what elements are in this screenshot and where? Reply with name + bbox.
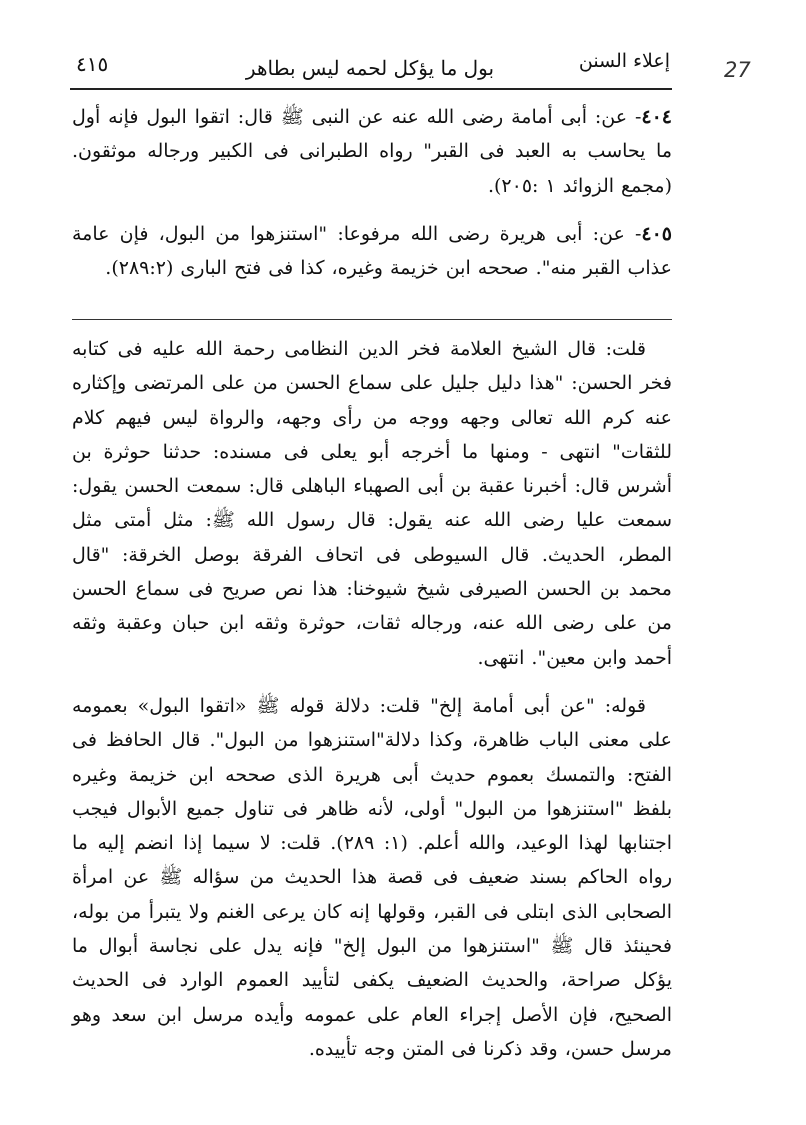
chapter-title: بول ما يؤكل لحمه ليس بطاهر [245,56,495,80]
header-divider [70,88,672,90]
commentary-paragraph: قلت: قال الشيخ العلامة فخر الدين النظامى رحمة الله عليه فى كتابه فخر الحسن: "هذا دليل جليل على سماع الحسن من على المرتضى وإكثاره عنه كرم الله تعالى وجهه ووجه من رأى وجهه، والرواة ليس فيهم كلام للثقات" انتهى - ومنها ما أخرجه أبو يعلى فى مسنده: حدثنا حوثرة بن أشرس قال: أخبرنا عقبة بن أبى الصهباء الباهلى قال: سمعت الحسن يقول: سمعت عليا رضى الله عنه يقول: قال رسول الله ﷺ: مثل أمتى مثل المطر، الحديث. قال السيوطى فى اتحاف الفرقة بوصل الخرقة: "قال محمد بن الحسن الصيرفى شيخ شيوخنا: هذا نص صريح فى سماع الحسن من على رضى الله عنه، ورجاله ثقات، حوثرة وثقه ابن حبان وعقبة وثقه أحمد وابن معين". انتهى. [72,338,672,669]
hadith-text: - عن: أبى هريرة رضى الله مرفوعا: "استنزهوا من البول، فإن عامة عذاب القبر منه". صححه ابن خزيمة وغيره، كذا فى فتح البارى (٢٨٩:٢). [72,222,672,280]
hadith-number: ٤٠٥ [641,222,672,245]
book-title: إعلاء السنن [578,50,670,72]
hadith-number: ٤٠٤ [641,106,672,128]
hadith-404 [72,100,672,203]
page-header [70,46,670,86]
hadith-405 [72,217,672,286]
margin-annotation: 27 [724,58,751,82]
commentary-paragraph: قوله: "عن أبى أمامة إلخ" قلت: دلالة قوله ﷺ «اتقوا البول» بعمومه على معنى الباب ظاهرة، وكذا دلالة"استنزهوا من البول". قال الحافظ فى الفتح: والتمسك بعموم حديث أبى هريرة الذى صححه ابن خزيمة وغيره بلفظ "استنزهوا من البول" أولى، لأنه ظاهر فى تناول جميع الأبوال فيجب اجتنابها لهذا الوعيد، والله أعلم. (١: ٢٨٩). قلت: لا سيما إذا انضم إليه ما رواه الحاكم بسند ضعيف فى قصة هذا الحديث من سؤاله ﷺ عن امرأة الصحابى الذى ابتلى فى القبر، وقولها إنه كان يرعى الغنم ولا يتبرأ من بوله، فحينئذ قال ﷺ "استنزهوا من البول إلخ" فإنه يدل على نجاسة أبوال ما يؤكل صراحة، والحديث الضعيف يكفى لتأييد العموم الوارد فى الحديث الصحيح، فإن الأصل إجراء العام على عمومه وأيده مرسل ابن سعد وهو مرسل حسن، وقد ذكرنا فى المتن وجه تأييده. [72,694,672,1060]
commentary-section [72,332,672,1066]
footnote-divider [72,319,672,320]
hadith-section [72,100,672,285]
hadith-text: - عن: أبى أمامة رضى الله عنه عن النبى ﷺ قال: اتقوا البول فإنه أول ما يحاسب به العبد فى القبر" رواه الطبرانى فى الكبير ورجاله موثقون. (مجمع الزوائد ١ :٢٠٥). [72,106,672,197]
page-number: ٤١٥ [76,52,109,76]
